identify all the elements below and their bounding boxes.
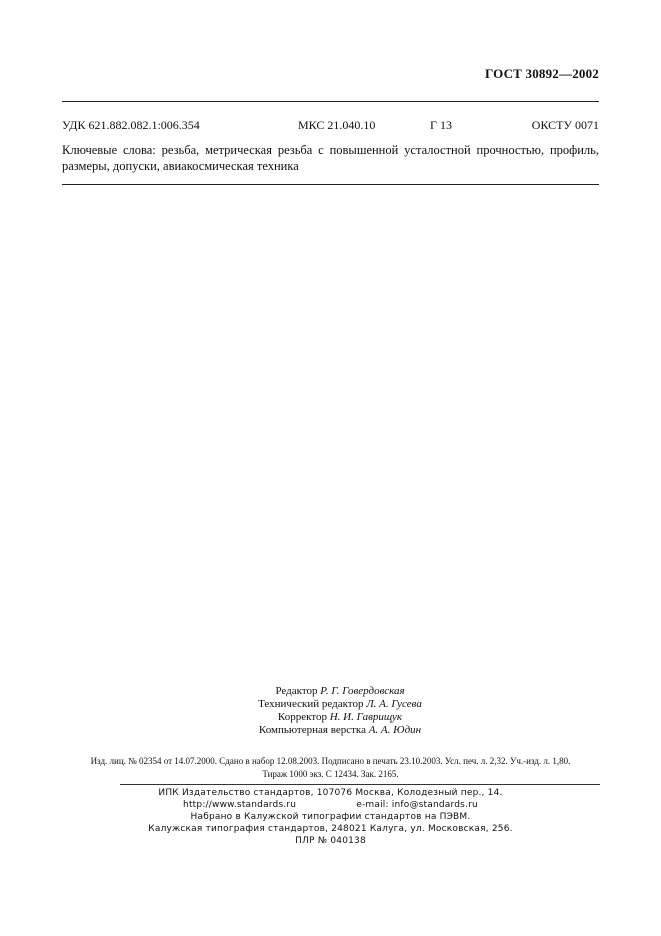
standard-number: ГОСТ 30892—2002 — [484, 66, 599, 81]
editor-name: Р. Г. Говердовская — [320, 685, 405, 697]
publishing-info — [62, 755, 599, 781]
proofreader-line — [200, 711, 480, 724]
layout-name: А. А. Юдин — [368, 724, 422, 736]
okstu-code: ОКСТУ 0071 — [531, 118, 599, 132]
website-link[interactable]: http://www.standards.ru — [183, 800, 297, 810]
email-link[interactable]: e-mail: info@standards.ru — [356, 800, 478, 810]
layout-label: Компьютерная верстка — [258, 724, 366, 736]
printer-line-5: ПЛР № 040138 — [295, 836, 366, 846]
tech-editor-name: Л. А. Гусева — [366, 698, 422, 710]
publishing-line-1: Изд. лиц. № 02354 от 14.07.2000. Сдано в набор 12.08.2003. Подписано в печать 23.10.2003. Усл. печ. л. 2,32. Уч.-изд. л. 1,80. — [90, 756, 571, 766]
printer-line-4: Калужская типография стандартов, 248021 Калуга, ул. Московская, 256. — [148, 824, 513, 834]
classification-row — [62, 118, 599, 133]
proofreader-label: Корректор — [277, 711, 327, 723]
proofreader-name: Н. И. Гаврищук — [329, 711, 403, 723]
top-divider — [62, 101, 599, 102]
bottom-divider — [62, 184, 599, 185]
editorial-credits — [200, 685, 480, 737]
printer-line-1: ИПК Издательство стандартов, 107076 Москва, Колодезный пер., 14. — [158, 788, 503, 798]
keywords: Ключевые слова: резьба, метрическая резьба с повышенной усталостной прочностью, профиль, размеры, допуски, авиакосмическая техника — [62, 143, 599, 173]
editor-line — [200, 685, 480, 698]
mks-code: МКС 21.040.10 — [298, 118, 376, 132]
printer-divider — [120, 784, 600, 785]
layout-line — [200, 724, 480, 737]
tech-editor-label: Технический редактор — [258, 698, 364, 710]
editor-label: Редактор — [275, 685, 318, 697]
group-code: Г 13 — [430, 118, 452, 132]
printer-info — [62, 787, 599, 847]
printer-line-3: Набрано в Калужской типографии стандартов на ПЭВМ. — [190, 812, 471, 822]
publishing-line-2: Тираж 1000 экз. С 12434. Зак. 2165. — [262, 769, 399, 779]
udc-code: УДК 621.882.082.1:006.354 — [62, 118, 200, 132]
printer-contacts — [62, 799, 599, 811]
tech-editor-line — [200, 698, 480, 711]
